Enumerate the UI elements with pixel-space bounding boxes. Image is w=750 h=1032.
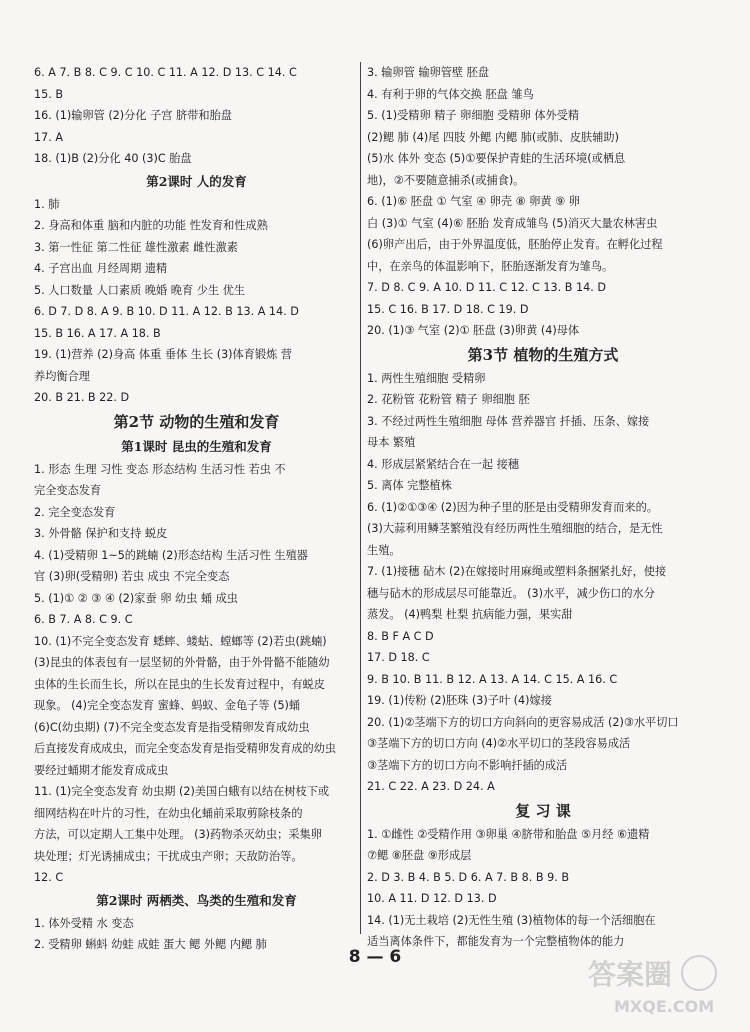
answer-line: 完全变态发育 xyxy=(34,484,102,497)
answer-line: 6. (1)②①③④ (2)因为种子里的胚是由受精卵发育而来的。 xyxy=(367,500,658,514)
answer-line: 6. A 7. B 8. C 9. C 10. C 11. A 12. D 13. C 14. C xyxy=(34,66,297,79)
answer-line: 15. B 16. A 17. A 18. B xyxy=(34,326,161,340)
right-column xyxy=(367,62,719,953)
answer-line: 官 (3)卵(受精卵) 若虫 成虫 不完全变态 xyxy=(34,570,230,583)
answer-line: 现象。 (4)完全变态发育 蜜蜂、蚂蚁、金龟子等 (5)蛹 xyxy=(34,699,301,712)
watermark-text-2: MXQE.COM xyxy=(614,997,715,1016)
answer-line: 生殖。 xyxy=(367,543,401,557)
answer-line: 蒸发。 (4)鸭梨 杜梨 抗病能力强，果实甜 xyxy=(367,608,573,621)
answer-line: 2. 花粉管 花粉管 精子 卵细胞 胚 xyxy=(367,393,530,406)
answer-line: 8. B F A C D xyxy=(367,629,434,643)
answer-line: 1. 形态 生理 习性 变态 形态结构 生活习性 若虫 不 xyxy=(34,462,286,476)
answer-line: 后直接发育成成虫，而完全变态发育是指受精卵发育成的幼虫 xyxy=(34,742,337,755)
answer-line: 方法，可以定期人工集中处理。 (3)药物杀灭幼虫；采集卵 xyxy=(34,828,322,841)
answer-line: 10. A 11. D 12. D 13. D xyxy=(367,892,497,905)
watermark-text-1: 答案圈 xyxy=(588,958,673,991)
answer-line: ③茎端下方的切口方向 (4)②水平切口的茎段容易成活 xyxy=(367,737,631,750)
answer-line: 3. 外骨骼 保护和支持 蜕皮 xyxy=(34,527,168,540)
left-column xyxy=(34,62,359,956)
lesson-heading: 第2课时 人的发育 xyxy=(146,173,247,189)
answer-line: 中，在亲鸟的体温影响下，胚胎逐渐发育为雏鸟。 xyxy=(367,259,614,273)
answer-line: 11. (1)完全变态发育 幼虫期 (2)美国白蛾有以结在树枝下或 xyxy=(34,785,330,798)
answer-line: 19. (1)传粉 (2)胚珠 (3)子叶 (4)嫁接 xyxy=(367,694,552,707)
answer-line: 养均衡合理 xyxy=(34,369,90,383)
answer-line: 10. (1)不完全变态发育 蟋蟀、蝼蛄、螳螂等 (2)若虫(跳蝻) xyxy=(34,634,327,648)
answer-line: 母本 繁殖 xyxy=(367,436,416,449)
answer-line: 地)，②不要随意捕杀(或捕食)。 xyxy=(367,173,525,187)
answer-line: 18. (1)B (2)分化 40 (3)C 胎盘 xyxy=(34,152,192,165)
column-divider xyxy=(360,62,361,934)
answer-line: 17. D 18. C xyxy=(367,651,430,664)
answer-line: 4. 有利于卵的气体交换 胚盘 雏鸟 xyxy=(367,87,534,101)
answer-line: 17. A xyxy=(34,130,64,144)
answer-line: 12. C xyxy=(34,871,64,884)
answer-line: 20. B 21. B 22. D xyxy=(34,391,130,404)
section-heading: 复 习 课 xyxy=(515,801,571,820)
watermark-logo xyxy=(584,948,724,1018)
answer-line: 2. 完全变态发育 xyxy=(34,505,116,519)
answer-line: 6. D 7. D 8. A 9. B 10. D 11. A 12. B 13. A 14. D xyxy=(34,305,299,318)
answer-line: 20. (1)②茎端下方的切口方向斜向的更容易成活 (2)③水平切口 xyxy=(367,715,679,729)
answer-line: ③茎端下方的切口方向不影响扦插的成活 xyxy=(367,758,568,772)
answer-line: 4. 子宫出血 月经周期 遗精 xyxy=(34,262,168,275)
answer-line: (2)鳃 肺 (4)尾 四肢 外鳃 内鳃 肺(或肺、皮肤辅助) xyxy=(367,130,619,144)
answer-line: 穗与砧木的形成层尽可能靠近。 (3)水平，减少伤口的水分 xyxy=(367,586,655,600)
answer-line: (3)大蒜利用鳞茎繁殖没有经历两性生殖细胞的结合，是无性 xyxy=(367,522,663,535)
answer-line: 适当离体条件下，都能发育为一个完整植物体的能力 xyxy=(367,935,625,948)
answer-line: 2. 身高和体重 脑和内脏的功能 性发育和性成熟 xyxy=(34,219,268,232)
answer-line: 16. (1)输卵管 (2)分化 子宫 脐带和胎盘 xyxy=(34,109,232,122)
answer-line: 6. B 7. A 8. C 9. C xyxy=(34,613,133,626)
answer-line: 1. ①雌性 ②受精作用 ③卵巢 ④脐带和胎盘 ⑤月经 ⑥遗精 xyxy=(367,827,650,841)
answer-line: 2. D 3. B 4. B 5. D 6. A 7. B 8. B 9. B xyxy=(367,870,569,884)
answer-line: 5. 人口数量 人口素质 晚婚 晚育 少生 优生 xyxy=(34,283,246,297)
answer-line: (6)卵产出后，由于外界温度低，胚胎停止发育。在孵化过程 xyxy=(367,238,663,251)
answer-line: (6)C(幼虫期) (7)不完全变态发育是指受精卵发育成幼虫 xyxy=(34,720,310,734)
answer-line: 1. 肺 xyxy=(34,197,60,211)
lesson-heading: 第1课时 昆虫的生殖和发育 xyxy=(121,438,272,454)
answer-line: 5. 离体 完整植株 xyxy=(367,479,452,492)
answer-line: 3. 输卵管 输卵管壁 胚盘 xyxy=(367,66,490,79)
answer-line: 3. 第一性征 第二性征 雄性激素 雌性激素 xyxy=(34,240,238,254)
answer-line: 15. B xyxy=(34,87,64,101)
answer-line: 1. 两性生殖细胞 受精卵 xyxy=(367,371,486,385)
answer-line: 14. (1)无土栽培 (2)无性生殖 (3)植物体的每一个活细胞在 xyxy=(367,913,656,927)
answer-line: 细网结构在叶片的习性，在幼虫化蛹前采取剪除枝条的 xyxy=(34,806,303,820)
answer-line: 21. C 22. A 23. D 24. A xyxy=(367,780,495,793)
answer-line: 5. (1)受精卵 精子 卵细胞 受精卵 体外受精 xyxy=(367,109,580,122)
answer-line: ⑦鳃 ⑧胚盘 ⑨形成层 xyxy=(367,849,472,862)
answer-line: 2. 受精卵 蝌蚪 幼蛙 成蛙 蛋大 鳃 外鳃 内鳃 肺 xyxy=(34,938,267,951)
answer-line: 5. (1)① ② ③ ④ (2)家蚕 卵 幼虫 蛹 成虫 xyxy=(34,591,238,605)
answer-line: 4. 形成层紧紧结合在一起 接穗 xyxy=(367,457,520,471)
answer-line: 15. C 16. B 17. D 18. C 19. D xyxy=(367,302,529,316)
answer-line: 虫体的生长而生长，所以在昆虫的生长发育过程中，有蜕皮 xyxy=(34,677,325,691)
answer-line: 要经过蛹期才能发育成成虫 xyxy=(34,763,169,777)
answer-line: 9. B 10. B 11. B 12. A 13. A 14. C 15. A 16. C xyxy=(367,672,618,686)
answer-line: 白 (3)① 气室 (4)⑥ 胚胎 发育成雏鸟 (5)消灭大量农林害虫 xyxy=(367,216,658,230)
answer-line: 4. (1)受精卵 1~5的跳蝻 (2)形态结构 生活习性 生殖器 xyxy=(34,548,308,562)
answer-line: 7. (1)接穗 砧木 (2)在嫁接时用麻绳或塑料条捆紧扎好，使接 xyxy=(367,565,667,578)
answer-line: 1. 体外受精 水 变态 xyxy=(34,916,134,930)
answer-line: (5)水 体外 变态 (5)①要保护青蛙的生活环境(或栖息 xyxy=(367,152,626,165)
answer-line: 6. (1)⑥ 胚盘 ① 气室 ④ 卵壳 ⑧ 卵黄 ⑨ 卵 xyxy=(367,195,580,208)
page-number: 8 — 6 xyxy=(348,947,402,967)
section-heading: 第3节 植物的生殖方式 xyxy=(467,345,619,364)
section-heading: 第2节 动物的生殖和发育 xyxy=(113,412,280,431)
answer-line: (3)昆虫的体表包有一层坚韧的外骨骼，由于外骨骼不能随幼 xyxy=(34,656,330,669)
answer-line: 块处理；灯光诱捕成虫；干扰成虫产卵；天敌防治等。 xyxy=(34,849,303,863)
answer-line: 19. (1)营养 (2)身高 体重 垂体 生长 (3)体育锻炼 营 xyxy=(34,348,293,361)
answer-line: 20. (1)③ 气室 (2)① 胚盘 (3)卵黄 (4)母体 xyxy=(367,324,580,337)
answer-line: 7. D 8. C 9. A 10. D 11. C 12. C 13. B 14. D xyxy=(367,281,606,294)
answer-line: 3. 不经过两性生殖细胞 母体 营养器官 扦插、压条、嫁接 xyxy=(367,414,650,428)
lesson-heading: 第2课时 两栖类、鸟类的生殖和发育 xyxy=(96,892,297,908)
